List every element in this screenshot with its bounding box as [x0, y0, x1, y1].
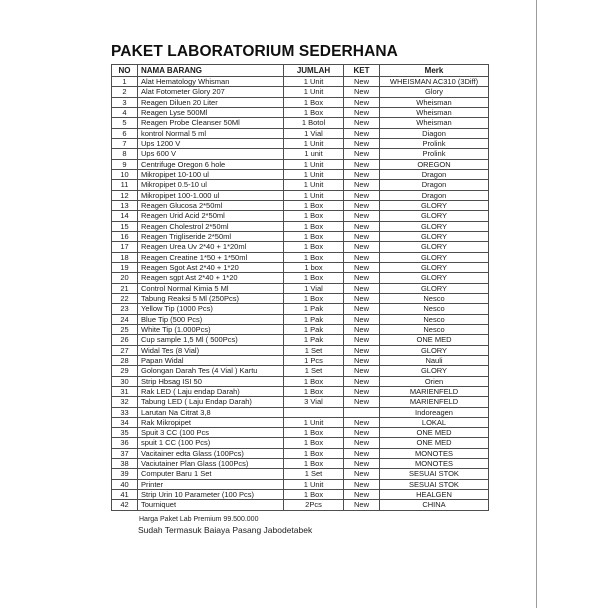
cell-merk: MARIENFELD: [380, 386, 489, 396]
cell-ket: New: [344, 273, 380, 283]
cell-no: 38: [112, 459, 138, 469]
cell-jumlah: 1 Unit: [284, 479, 344, 489]
cell-no: 16: [112, 231, 138, 241]
cell-merk: GLORY: [380, 252, 489, 262]
cell-nama-barang: Reagen Cholestrol 2*50ml: [138, 221, 284, 231]
cell-jumlah: 1 Vial: [284, 283, 344, 293]
cell-no: 19: [112, 262, 138, 272]
footer-price-note: Harga Paket Lab Premium 99.500.000: [139, 516, 259, 523]
table-row: [112, 355, 489, 365]
cell-jumlah: 1 Unit: [284, 159, 344, 169]
table-row: [112, 118, 489, 128]
cell-nama-barang: Spuit 3 CC (100 Pcs: [138, 428, 284, 438]
cell-merk: MONOTES: [380, 448, 489, 458]
column-header-jumlah: JUMLAH: [284, 65, 344, 77]
cell-jumlah: 1 Box: [284, 231, 344, 241]
table-row: [112, 386, 489, 396]
cell-nama-barang: Strip Hbsag ISI 50: [138, 376, 284, 386]
table-row: [112, 87, 489, 97]
column-header-no: NO: [112, 65, 138, 77]
cell-no: 42: [112, 500, 138, 510]
cell-no: 18: [112, 252, 138, 262]
cell-no: 10: [112, 169, 138, 179]
cell-jumlah: 1 Box: [284, 211, 344, 221]
cell-nama-barang: Reagen Lyse 500Ml: [138, 107, 284, 117]
cell-nama-barang: Mikropipet 0.5-10 ul: [138, 180, 284, 190]
cell-jumlah: 1 Box: [284, 386, 344, 396]
cell-nama-barang: Rak LED ( Laju endap Darah): [138, 386, 284, 396]
cell-no: 11: [112, 180, 138, 190]
cell-no: 22: [112, 293, 138, 303]
cell-merk: MONOTES: [380, 459, 489, 469]
table-row: [112, 314, 489, 324]
cell-no: 23: [112, 304, 138, 314]
cell-no: 14: [112, 211, 138, 221]
cell-merk: Wheisman: [380, 107, 489, 117]
cell-no: 2: [112, 87, 138, 97]
cell-merk: GLORY: [380, 366, 489, 376]
cell-ket: New: [344, 479, 380, 489]
cell-no: 21: [112, 283, 138, 293]
cell-merk: Nesco: [380, 304, 489, 314]
cell-jumlah: 1 Set: [284, 345, 344, 355]
table-row: [112, 438, 489, 448]
table-header-row: [112, 65, 489, 77]
cell-merk: Prolink: [380, 138, 489, 148]
cell-jumlah: 1 Vial: [284, 128, 344, 138]
cell-jumlah: 1 Unit: [284, 417, 344, 427]
cell-jumlah: 1 Unit: [284, 169, 344, 179]
cell-jumlah: 1 Set: [284, 366, 344, 376]
cell-ket: New: [344, 397, 380, 407]
table-row: [112, 231, 489, 241]
cell-merk: SESUAI STOK: [380, 479, 489, 489]
cell-merk: Diagon: [380, 128, 489, 138]
cell-jumlah: 1 Box: [284, 438, 344, 448]
cell-merk: HEALGEN: [380, 490, 489, 500]
table-row: [112, 345, 489, 355]
cell-nama-barang: Golongan Darah Tes (4 Vial ) Kartu: [138, 366, 284, 376]
cell-no: 34: [112, 417, 138, 427]
cell-nama-barang: Mikropipet 10-100 ul: [138, 169, 284, 179]
cell-jumlah: 1 Set: [284, 469, 344, 479]
cell-jumlah: 1 Box: [284, 200, 344, 210]
table-row: [112, 324, 489, 334]
cell-jumlah: 3 Vial: [284, 397, 344, 407]
table-row: [112, 283, 489, 293]
cell-merk: ONE MED: [380, 428, 489, 438]
cell-merk: MARIENFELD: [380, 397, 489, 407]
cell-no: 6: [112, 128, 138, 138]
cell-nama-barang: Control Normal Kimia 5 Ml: [138, 283, 284, 293]
table-row: [112, 335, 489, 345]
cell-ket: New: [344, 118, 380, 128]
cell-jumlah: 1 Box: [284, 97, 344, 107]
cell-ket: New: [344, 448, 380, 458]
table-row: [112, 107, 489, 117]
cell-merk: Orien: [380, 376, 489, 386]
table-row: [112, 407, 489, 417]
cell-nama-barang: Computer Baru 1 Set: [138, 469, 284, 479]
cell-merk: Wheisman: [380, 118, 489, 128]
cell-ket: New: [344, 180, 380, 190]
cell-nama-barang: Reagen Urea Uv 2*40 + 1*20ml: [138, 242, 284, 252]
cell-ket: New: [344, 221, 380, 231]
column-header-nama: NAMA BARANG: [138, 65, 284, 77]
cell-jumlah: 1 Box: [284, 376, 344, 386]
cell-no: 13: [112, 200, 138, 210]
cell-merk: Nesco: [380, 324, 489, 334]
cell-nama-barang: Printer: [138, 479, 284, 489]
cell-ket: New: [344, 314, 380, 324]
table-row: [112, 459, 489, 469]
cell-merk: LOKAL: [380, 417, 489, 427]
cell-jumlah: 1 Box: [284, 428, 344, 438]
cell-nama-barang: Reagen Trigliseride 2*50ml: [138, 231, 284, 241]
cell-nama-barang: Reagen Probe Cleanser 50Ml: [138, 118, 284, 128]
cell-nama-barang: spuit 1 CC (100 Pcs): [138, 438, 284, 448]
cell-merk: GLORY: [380, 231, 489, 241]
cell-no: 20: [112, 273, 138, 283]
cell-ket: New: [344, 345, 380, 355]
cell-ket: New: [344, 490, 380, 500]
cell-merk: CHINA: [380, 500, 489, 510]
cell-nama-barang: Reagen Diluen 20 Liter: [138, 97, 284, 107]
cell-nama-barang: Blue Tip (500 Pcs): [138, 314, 284, 324]
cell-nama-barang: Reagen sgpt Ast 2*40 + 1*20: [138, 273, 284, 283]
cell-ket: New: [344, 376, 380, 386]
cell-ket: New: [344, 87, 380, 97]
cell-ket: New: [344, 283, 380, 293]
cell-ket: New: [344, 324, 380, 334]
cell-ket: New: [344, 169, 380, 179]
cell-merk: OREGON: [380, 159, 489, 169]
table-row: [112, 169, 489, 179]
cell-no: 31: [112, 386, 138, 396]
photo-edge-line: [536, 0, 537, 608]
cell-merk: WHEISMAN AC310 (3Diff): [380, 77, 489, 87]
cell-jumlah: 1 Pcs: [284, 355, 344, 365]
cell-ket: New: [344, 438, 380, 448]
cell-ket: New: [344, 355, 380, 365]
cell-no: 7: [112, 138, 138, 148]
cell-nama-barang: Papan Widal: [138, 355, 284, 365]
cell-ket: New: [344, 128, 380, 138]
table-row: [112, 417, 489, 427]
column-header-merk: Merk: [380, 65, 489, 77]
table-row: [112, 180, 489, 190]
cell-ket: New: [344, 77, 380, 87]
table-row: [112, 159, 489, 169]
cell-no: 33: [112, 407, 138, 417]
cell-nama-barang: Reagen Urid Acid 2*50ml: [138, 211, 284, 221]
cell-jumlah: 1 Box: [284, 221, 344, 231]
table-row: [112, 252, 489, 262]
cell-jumlah: 1 Unit: [284, 180, 344, 190]
cell-nama-barang: Tourniquet: [138, 500, 284, 510]
cell-jumlah: [284, 407, 344, 417]
table-row: [112, 262, 489, 272]
cell-nama-barang: Vacitainer edta Glass (100Pcs): [138, 448, 284, 458]
cell-jumlah: 1 Unit: [284, 190, 344, 200]
table-body: [112, 77, 489, 511]
cell-merk: Dragon: [380, 180, 489, 190]
cell-ket: [344, 407, 380, 417]
cell-nama-barang: Ups 1200 V: [138, 138, 284, 148]
cell-merk: ONE MED: [380, 438, 489, 448]
cell-nama-barang: Reagen Sgot Ast 2*40 + 1*20: [138, 262, 284, 272]
cell-nama-barang: Mikropipet 100-1.000 ul: [138, 190, 284, 200]
cell-jumlah: 1 Unit: [284, 77, 344, 87]
table-row: [112, 77, 489, 87]
cell-jumlah: 1 Box: [284, 490, 344, 500]
table-row: [112, 366, 489, 376]
cell-no: 26: [112, 335, 138, 345]
cell-no: 24: [112, 314, 138, 324]
cell-merk: Wheisman: [380, 97, 489, 107]
cell-no: 15: [112, 221, 138, 231]
cell-merk: GLORY: [380, 283, 489, 293]
cell-merk: GLORY: [380, 273, 489, 283]
cell-nama-barang: kontrol Normal 5 ml: [138, 128, 284, 138]
cell-nama-barang: Reagen Creatine 1*50 + 1*50ml: [138, 252, 284, 262]
page-title: PAKET LABORATORIUM SEDERHANA: [111, 43, 398, 60]
cell-merk: GLORY: [380, 211, 489, 221]
table-row: [112, 448, 489, 458]
cell-no: 12: [112, 190, 138, 200]
cell-jumlah: 1 Pak: [284, 304, 344, 314]
cell-no: 29: [112, 366, 138, 376]
cell-no: 32: [112, 397, 138, 407]
cell-ket: New: [344, 500, 380, 510]
table-row: [112, 428, 489, 438]
cell-ket: New: [344, 200, 380, 210]
cell-jumlah: 1 Box: [284, 273, 344, 283]
cell-ket: New: [344, 335, 380, 345]
cell-nama-barang: White Tip (1.000Pcs): [138, 324, 284, 334]
table-row: [112, 479, 489, 489]
cell-nama-barang: Larutan Na Citrat 3,8: [138, 407, 284, 417]
cell-no: 40: [112, 479, 138, 489]
cell-merk: Indoreagen: [380, 407, 489, 417]
cell-merk: GLORY: [380, 242, 489, 252]
cell-no: 1: [112, 77, 138, 87]
cell-merk: SESUAI STOK: [380, 469, 489, 479]
cell-no: 30: [112, 376, 138, 386]
cell-no: 9: [112, 159, 138, 169]
table-row: [112, 211, 489, 221]
cell-ket: New: [344, 231, 380, 241]
table-row: [112, 149, 489, 159]
cell-nama-barang: Tabung LED ( Laju Endap Darah): [138, 397, 284, 407]
table-row: [112, 490, 489, 500]
table-row: [112, 97, 489, 107]
cell-jumlah: 1 Pak: [284, 324, 344, 334]
cell-ket: New: [344, 428, 380, 438]
cell-jumlah: 1 Box: [284, 448, 344, 458]
cell-ket: New: [344, 242, 380, 252]
table-row: [112, 469, 489, 479]
table-row: [112, 293, 489, 303]
cell-nama-barang: Widal Tes (8 Vial): [138, 345, 284, 355]
table-row: [112, 128, 489, 138]
cell-merk: Nesco: [380, 314, 489, 324]
cell-jumlah: 1 Box: [284, 107, 344, 117]
cell-no: 28: [112, 355, 138, 365]
cell-nama-barang: Cup sample 1,5 Ml ( 500Pcs): [138, 335, 284, 345]
cell-jumlah: 1 Pak: [284, 335, 344, 345]
cell-no: 4: [112, 107, 138, 117]
cell-jumlah: 2Pcs: [284, 500, 344, 510]
cell-no: 25: [112, 324, 138, 334]
cell-no: 39: [112, 469, 138, 479]
cell-merk: GLORY: [380, 200, 489, 210]
cell-nama-barang: Alat Hematology Whisman: [138, 77, 284, 87]
cell-ket: New: [344, 366, 380, 376]
cell-jumlah: 1 Unit: [284, 87, 344, 97]
cell-merk: GLORY: [380, 221, 489, 231]
table-row: [112, 397, 489, 407]
cell-jumlah: 1 Box: [284, 242, 344, 252]
cell-jumlah: 1 Box: [284, 459, 344, 469]
table-row: [112, 376, 489, 386]
cell-merk: Dragon: [380, 169, 489, 179]
cell-nama-barang: Alat Fotometer Glory 207: [138, 87, 284, 97]
cell-jumlah: 1 Pak: [284, 314, 344, 324]
cell-no: 41: [112, 490, 138, 500]
cell-ket: New: [344, 97, 380, 107]
cell-no: 3: [112, 97, 138, 107]
cell-merk: Nesco: [380, 293, 489, 303]
footer-install-note: Sudah Termasuk Baiaya Pasang Jabodetabek: [138, 525, 313, 535]
cell-ket: New: [344, 304, 380, 314]
cell-ket: New: [344, 459, 380, 469]
cell-ket: New: [344, 107, 380, 117]
cell-jumlah: 1 box: [284, 262, 344, 272]
cell-ket: New: [344, 469, 380, 479]
items-table: [111, 64, 489, 511]
cell-nama-barang: Ups 600 V: [138, 149, 284, 159]
table-row: [112, 242, 489, 252]
cell-nama-barang: Strip Urin 10 Parameter (100 Pcs): [138, 490, 284, 500]
table-row: [112, 221, 489, 231]
cell-nama-barang: Rak Mikropipet: [138, 417, 284, 427]
cell-no: 37: [112, 448, 138, 458]
cell-jumlah: 1 unit: [284, 149, 344, 159]
cell-nama-barang: Yellow Tip (1000 Pcs): [138, 304, 284, 314]
cell-merk: GLORY: [380, 262, 489, 272]
cell-no: 36: [112, 438, 138, 448]
cell-ket: New: [344, 149, 380, 159]
table-row: [112, 304, 489, 314]
table-row: [112, 200, 489, 210]
cell-ket: New: [344, 293, 380, 303]
cell-ket: New: [344, 386, 380, 396]
cell-merk: GLORY: [380, 345, 489, 355]
cell-merk: Glory: [380, 87, 489, 97]
cell-ket: New: [344, 262, 380, 272]
cell-no: 5: [112, 118, 138, 128]
cell-ket: New: [344, 190, 380, 200]
table-row: [112, 138, 489, 148]
cell-no: 17: [112, 242, 138, 252]
cell-merk: ONE MED: [380, 335, 489, 345]
cell-nama-barang: Centrifuge Oregon 6 hole: [138, 159, 284, 169]
cell-merk: Prolink: [380, 149, 489, 159]
cell-ket: New: [344, 417, 380, 427]
cell-jumlah: 1 Botol: [284, 118, 344, 128]
cell-nama-barang: Vaciutainer Plan Glass (100Pcs): [138, 459, 284, 469]
cell-jumlah: 1 Box: [284, 252, 344, 262]
cell-no: 35: [112, 428, 138, 438]
cell-no: 8: [112, 149, 138, 159]
cell-nama-barang: Reagen Glucosa 2*50ml: [138, 200, 284, 210]
cell-ket: New: [344, 211, 380, 221]
cell-nama-barang: Tabung Reaksi 5 Ml (250Pcs): [138, 293, 284, 303]
cell-merk: Dragon: [380, 190, 489, 200]
column-header-ket: KET: [344, 65, 380, 77]
cell-ket: New: [344, 252, 380, 262]
cell-ket: New: [344, 138, 380, 148]
cell-jumlah: 1 Box: [284, 293, 344, 303]
cell-jumlah: 1 Unit: [284, 138, 344, 148]
cell-merk: Nauli: [380, 355, 489, 365]
table-row: [112, 190, 489, 200]
cell-ket: New: [344, 159, 380, 169]
table-row: [112, 273, 489, 283]
table-row: [112, 500, 489, 510]
cell-no: 27: [112, 345, 138, 355]
